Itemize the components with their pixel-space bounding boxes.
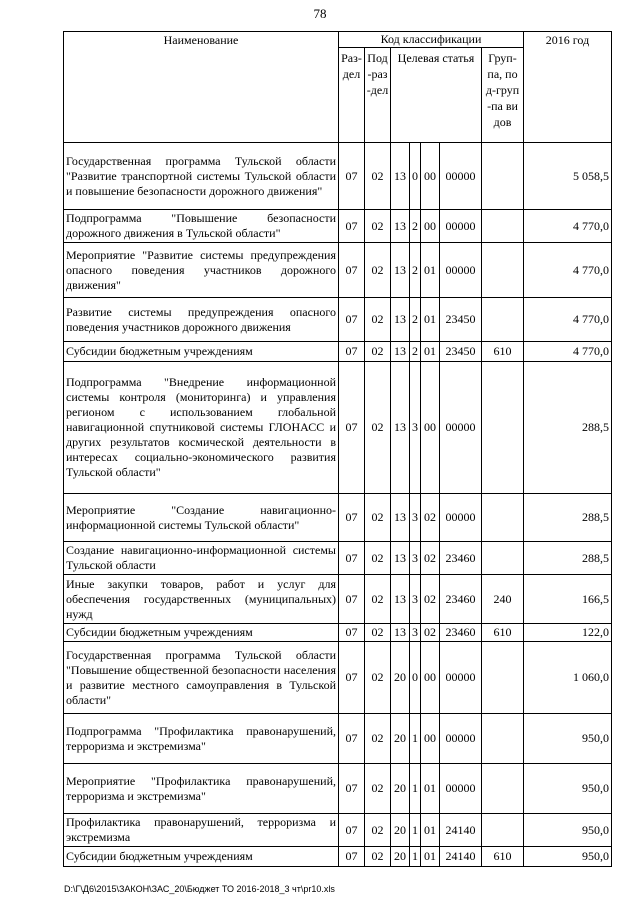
row-razdel: 07 [339, 642, 365, 714]
row-podrazdel: 02 [365, 575, 391, 624]
row-target-measure: 01 [421, 243, 440, 298]
row-expense-type: 240 [482, 575, 524, 624]
row-name: Подпрограмма "Повышение безопасности дорожного движения в Тульской области" [64, 210, 339, 243]
row-expense-type [482, 542, 524, 575]
row-target-program: 13 [391, 243, 410, 298]
row-razdel: 07 [339, 243, 365, 298]
row-amount: 122,0 [524, 624, 612, 642]
row-target-program: 20 [391, 847, 410, 867]
row-target-program: 20 [391, 764, 410, 814]
table-row [64, 494, 612, 542]
row-target-direction: 00000 [440, 764, 482, 814]
row-target-direction: 00000 [440, 243, 482, 298]
row-target-direction: 23450 [440, 298, 482, 342]
table-row [64, 814, 612, 847]
row-amount: 288,5 [524, 494, 612, 542]
row-razdel: 07 [339, 143, 365, 210]
row-target-measure: 01 [421, 342, 440, 362]
row-podrazdel: 02 [365, 542, 391, 575]
row-target-subprogram: 3 [410, 624, 421, 642]
header-section: Раз-дел [339, 48, 365, 143]
row-razdel: 07 [339, 847, 365, 867]
row-razdel: 07 [339, 494, 365, 542]
row-target-subprogram: 3 [410, 362, 421, 494]
row-expense-type [482, 298, 524, 342]
row-target-program: 20 [391, 814, 410, 847]
row-expense-type: 610 [482, 342, 524, 362]
header-expense-group: Груп-па, под-груп-па видов [482, 48, 524, 143]
table-body [64, 143, 612, 867]
row-target-direction: 00000 [440, 714, 482, 764]
row-expense-type [482, 362, 524, 494]
row-name: Субсидии бюджетным учреждениям [64, 624, 339, 642]
row-razdel: 07 [339, 298, 365, 342]
row-target-program: 13 [391, 542, 410, 575]
table-row [64, 342, 612, 362]
table-row [64, 642, 612, 714]
row-target-direction: 23460 [440, 624, 482, 642]
row-target-program: 13 [391, 210, 410, 243]
table-row [64, 624, 612, 642]
row-podrazdel: 02 [365, 494, 391, 542]
row-expense-type [482, 243, 524, 298]
row-target-direction: 00000 [440, 210, 482, 243]
row-target-measure: 02 [421, 494, 440, 542]
row-amount: 5 058,5 [524, 143, 612, 210]
row-amount: 1 060,0 [524, 642, 612, 714]
header-target-article: Целевая статья [391, 48, 482, 143]
row-target-program: 13 [391, 143, 410, 210]
header-code-group: Код классификации [339, 32, 524, 48]
row-target-subprogram: 1 [410, 764, 421, 814]
row-podrazdel: 02 [365, 210, 391, 243]
row-amount: 4 770,0 [524, 243, 612, 298]
row-name: Мероприятие "Создание навигационно-информационной системы Тульской области" [64, 494, 339, 542]
row-name: Государственная программа Тульской области "Развитие транспортной системы Тульской области и повышение безопасности дорожного движения" [64, 143, 339, 210]
row-podrazdel: 02 [365, 624, 391, 642]
header-name: Наименование [64, 32, 339, 143]
row-name: Субсидии бюджетным учреждениям [64, 342, 339, 362]
row-target-direction: 00000 [440, 494, 482, 542]
row-target-direction: 00000 [440, 143, 482, 210]
row-amount: 166,5 [524, 575, 612, 624]
row-expense-type [482, 714, 524, 764]
table-header [64, 32, 612, 143]
row-amount: 950,0 [524, 814, 612, 847]
row-name: Профилактика правонарушений, терроризма и экстремизма [64, 814, 339, 847]
row-expense-type: 610 [482, 847, 524, 867]
row-target-subprogram: 0 [410, 143, 421, 210]
row-podrazdel: 02 [365, 714, 391, 764]
row-expense-type [482, 210, 524, 243]
row-target-measure: 01 [421, 847, 440, 867]
row-amount: 950,0 [524, 764, 612, 814]
row-razdel: 07 [339, 624, 365, 642]
row-target-program: 13 [391, 342, 410, 362]
row-target-direction: 00000 [440, 362, 482, 494]
row-target-measure: 00 [421, 642, 440, 714]
row-expense-type: 610 [482, 624, 524, 642]
row-amount: 950,0 [524, 847, 612, 867]
page-number: 78 [313, 6, 327, 21]
table-row [64, 847, 612, 867]
row-target-subprogram: 1 [410, 714, 421, 764]
row-amount: 4 770,0 [524, 342, 612, 362]
row-razdel: 07 [339, 542, 365, 575]
row-razdel: 07 [339, 362, 365, 494]
budget-table [63, 31, 612, 867]
table-row [64, 298, 612, 342]
footer-file-path: D:\Г\Д6\2015\ЗАКОН\ЗАС_20\Бюджет ТО 2016-2018_3 чт\pr10.xls [64, 884, 335, 894]
row-podrazdel: 02 [365, 764, 391, 814]
row-target-subprogram: 2 [410, 342, 421, 362]
row-target-subprogram: 0 [410, 642, 421, 714]
row-name: Мероприятие "Профилактика правонарушений, терроризма и экстремизма" [64, 764, 339, 814]
row-razdel: 07 [339, 814, 365, 847]
row-target-subprogram: 2 [410, 210, 421, 243]
row-target-program: 13 [391, 624, 410, 642]
row-target-direction: 24140 [440, 847, 482, 867]
table-row [64, 542, 612, 575]
row-razdel: 07 [339, 342, 365, 362]
row-target-measure: 00 [421, 143, 440, 210]
row-name: Подпрограмма "Профилактика правонарушений, терроризма и экстремизма" [64, 714, 339, 764]
row-target-subprogram: 1 [410, 814, 421, 847]
row-expense-type [482, 764, 524, 814]
row-name: Субсидии бюджетным учреждениям [64, 847, 339, 867]
row-target-program: 20 [391, 714, 410, 764]
row-razdel: 07 [339, 714, 365, 764]
row-target-measure: 00 [421, 362, 440, 494]
table-row [64, 575, 612, 624]
row-target-subprogram: 3 [410, 575, 421, 624]
row-podrazdel: 02 [365, 298, 391, 342]
row-name: Государственная программа Тульской области "Повышение общественной безопасности населения и развитие местного самоуправления в Тульской области" [64, 642, 339, 714]
row-target-measure: 01 [421, 298, 440, 342]
row-expense-type [482, 143, 524, 210]
row-name: Мероприятие "Развитие системы предупреждения опасного поведения участников дорожного движения" [64, 243, 339, 298]
row-target-measure: 00 [421, 714, 440, 764]
row-target-program: 13 [391, 298, 410, 342]
row-target-subprogram: 1 [410, 847, 421, 867]
row-target-measure: 00 [421, 210, 440, 243]
row-target-measure: 02 [421, 624, 440, 642]
row-target-direction: 24140 [440, 814, 482, 847]
table-row [64, 764, 612, 814]
row-target-program: 13 [391, 575, 410, 624]
row-target-measure: 01 [421, 814, 440, 847]
row-podrazdel: 02 [365, 362, 391, 494]
row-target-subprogram: 3 [410, 542, 421, 575]
row-target-measure: 01 [421, 764, 440, 814]
row-target-subprogram: 2 [410, 243, 421, 298]
row-razdel: 07 [339, 210, 365, 243]
row-podrazdel: 02 [365, 642, 391, 714]
row-podrazdel: 02 [365, 847, 391, 867]
row-expense-type [482, 642, 524, 714]
row-podrazdel: 02 [365, 143, 391, 210]
row-target-direction: 00000 [440, 642, 482, 714]
row-expense-type [482, 814, 524, 847]
row-amount: 4 770,0 [524, 298, 612, 342]
header-subsection: Под-раз-дел [365, 48, 391, 143]
row-name: Развитие системы предупреждения опасного поведения участников дорожного движения [64, 298, 339, 342]
row-amount: 288,5 [524, 362, 612, 494]
row-target-program: 13 [391, 494, 410, 542]
row-amount: 288,5 [524, 542, 612, 575]
row-target-direction: 23460 [440, 575, 482, 624]
row-target-subprogram: 2 [410, 298, 421, 342]
row-podrazdel: 02 [365, 342, 391, 362]
row-target-direction: 23450 [440, 342, 482, 362]
row-name: Создание навигационно-информационной системы Тульской области [64, 542, 339, 575]
table-row [64, 143, 612, 210]
row-razdel: 07 [339, 575, 365, 624]
table-row [64, 362, 612, 494]
row-amount: 4 770,0 [524, 210, 612, 243]
table-row [64, 714, 612, 764]
row-target-program: 13 [391, 362, 410, 494]
row-target-measure: 02 [421, 575, 440, 624]
table-row [64, 210, 612, 243]
row-expense-type [482, 494, 524, 542]
row-razdel: 07 [339, 764, 365, 814]
row-target-program: 20 [391, 642, 410, 714]
row-podrazdel: 02 [365, 814, 391, 847]
row-name: Подпрограмма "Внедрение информационной системы контроля (мониторинга) и управления регионом с использованием глобальной навигационной спутниковой системы ГЛОНАСС и других результатов космической деятельности в интересах социально-экономического развития Тульской области" [64, 362, 339, 494]
header-year: 2016 год [524, 32, 612, 143]
row-target-measure: 02 [421, 542, 440, 575]
row-podrazdel: 02 [365, 243, 391, 298]
table-row [64, 243, 612, 298]
row-name: Иные закупки товаров, работ и услуг для обеспечения государственных (муниципальных) нужд [64, 575, 339, 624]
row-target-direction: 23460 [440, 542, 482, 575]
row-target-subprogram: 3 [410, 494, 421, 542]
row-amount: 950,0 [524, 714, 612, 764]
